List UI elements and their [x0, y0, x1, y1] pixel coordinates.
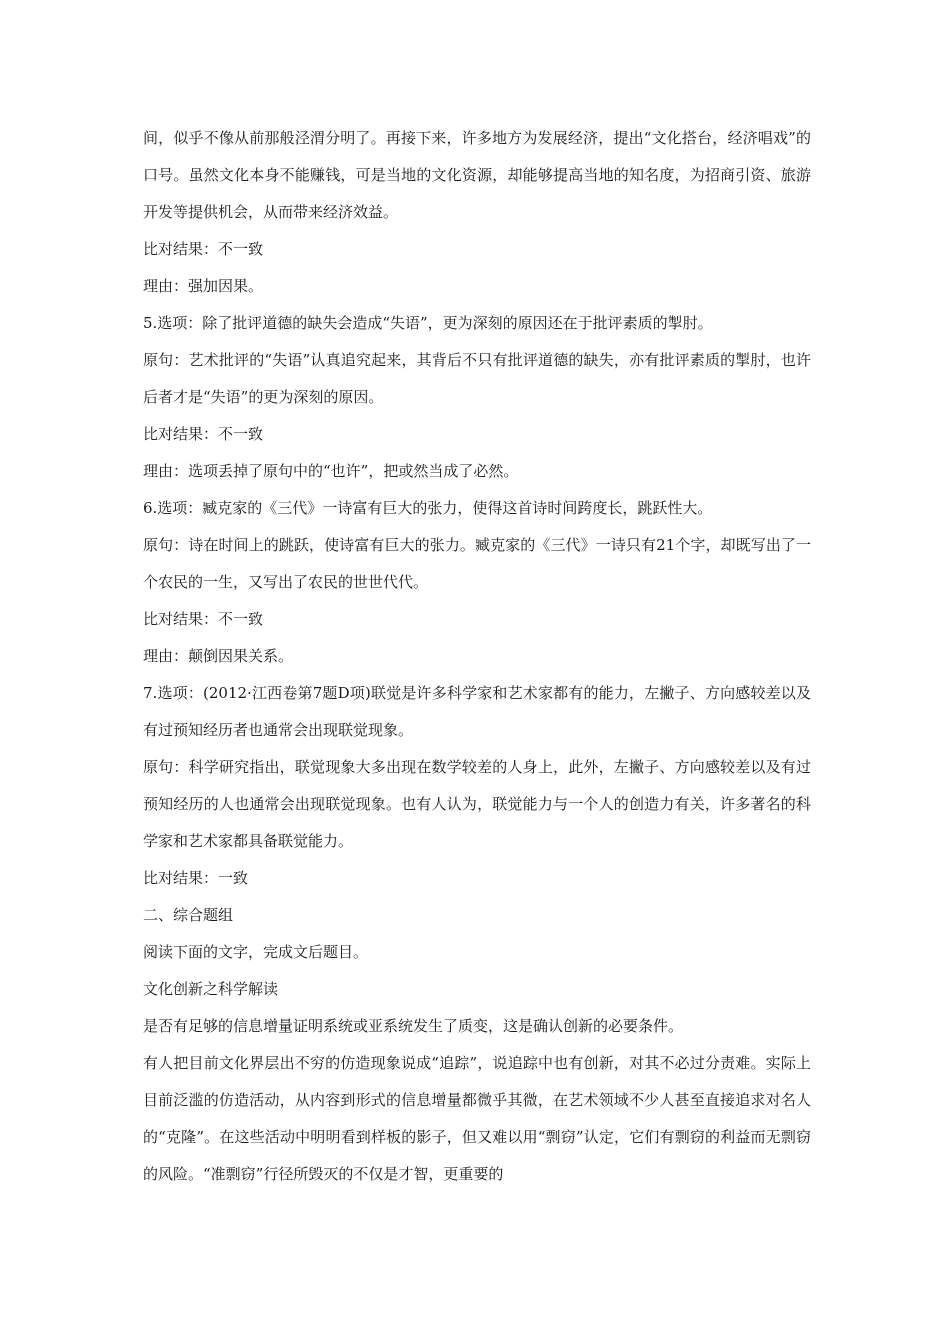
paragraph-comparison-result: 比对结果：一致 [143, 869, 249, 887]
paragraph-comparison-result: 比对结果：不一致 [143, 240, 264, 258]
section-heading: 二、综合题组 [143, 906, 234, 924]
paragraph-option-7: 7.选项：(2012·江西卷第7题D项)联觉是许多科学家和艺术家都有的能力，左撇子、方向感较差以及有过预知经历者也通常会出现联觉现象。 [143, 684, 811, 739]
article-paragraph: 是否有足够的信息增量证明系统或亚系统发生了质变，这是确认创新的必要条件。 [143, 1017, 684, 1035]
paragraph-original-7: 原句：科学研究指出，联觉现象大多出现在数学较差的人身上，此外，左撇子、方向感较差以及有过预知经历的人也通常会出现联觉现象。也有人认为，联觉能力与一个人的创造力有关，许多著名的科学家和艺术家都具备联觉能力。 [143, 758, 811, 850]
paragraph-reason: 理由：选项丢掉了原句中的“也许”，把或然当成了必然。 [143, 462, 519, 480]
article-paragraph: 有人把目前文化界层出不穷的仿造现象说成“追踪”，说追踪中也有创新，对其不必过分责难。实际上目前泛滥的仿造活动，从内容到形式的信息增量都微乎其微，在艺术领域不少人甚至直接追求对名人的“克隆”。在这些活动中明明看到样板的影子，但又难以用“剽窃”认定，它们有剽窃的利益而无剽窃的风险。“准剽窃”行径所毁灭的不仅是才智，更重要的 [143, 1054, 811, 1183]
paragraph-reason: 理由：强加因果。 [143, 277, 264, 295]
paragraph-comparison-result: 比对结果：不一致 [143, 425, 264, 443]
paragraph-option-5: 5.选项：除了批评道德的缺失会造成“失语”，更为深刻的原因还在于批评素质的掣肘。 [143, 314, 713, 332]
paragraph-option-6: 6.选项：臧克家的《三代》一诗富有巨大的张力，使得这首诗时间跨度长，跳跃性大。 [143, 499, 713, 517]
article-title: 文化创新之科学解读 [143, 980, 279, 998]
paragraph-original-6: 原句：诗在时间上的跳跃，使诗富有巨大的张力。臧克家的《三代》一诗只有21个字，却既写出了一个农民的一生，又写出了农民的世世代代。 [143, 536, 811, 591]
paragraph-comparison-result: 比对结果：不一致 [143, 610, 264, 628]
paragraph-original-5: 原句：艺术批评的“失语”认真追究起来，其背后不只有批评道德的缺失，亦有批评素质的掣肘，也许后者才是“失语”的更为深刻的原因。 [143, 351, 811, 406]
document-page [143, 120, 811, 1193]
paragraph-intro-continuation: 间，似乎不像从前那般泾渭分明了。再接下来，许多地方为发展经济，提出“文化搭台，经济唱戏”的口号。虽然文化本身不能赚钱，可是当地的文化资源，却能够提高当地的知名度，为招商引资、旅游开发等提供机会，从而带来经济效益。 [143, 129, 811, 221]
paragraph-reason: 理由：颠倒因果关系。 [143, 647, 294, 665]
paragraph-instruction: 阅读下面的文字，完成文后题目。 [143, 943, 369, 961]
